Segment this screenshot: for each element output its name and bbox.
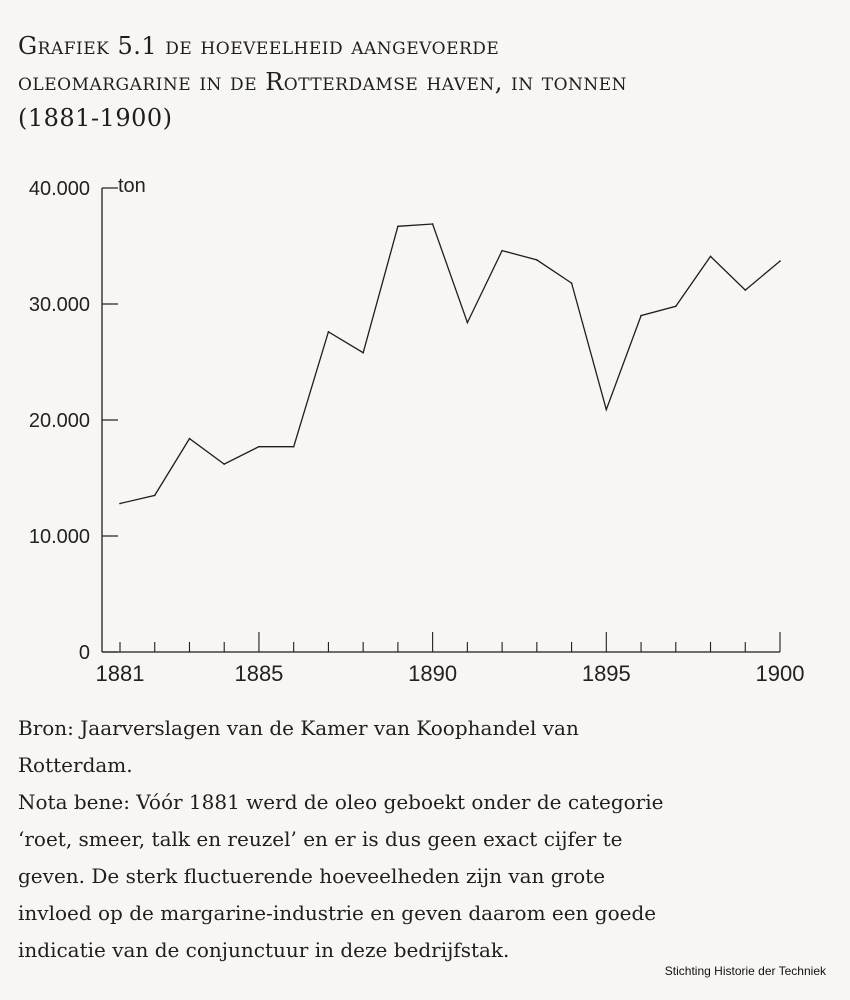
source-note: Bron: Jaarverslagen van de Kamer van Koophandel van Rotterdam. [18, 716, 579, 777]
data-point [675, 306, 677, 308]
data-point [536, 259, 538, 261]
data-point [258, 446, 260, 448]
data-point [779, 260, 781, 262]
chart-notes [18, 710, 678, 969]
data-point [362, 352, 364, 354]
y-tick-label: 20.000 [28, 410, 90, 432]
y-tick-label: 0 [78, 642, 90, 664]
data-point [154, 495, 156, 497]
y-tick-label: 40.000 [28, 178, 90, 200]
series-line [120, 224, 780, 504]
chart-axes [102, 188, 780, 652]
data-point [223, 463, 225, 465]
y-axis-unit-label: ton [118, 175, 146, 197]
data-point [571, 282, 573, 284]
data-point [119, 503, 121, 505]
x-tick-label: 1885 [234, 661, 284, 686]
y-tick-label: 10.000 [28, 526, 90, 548]
x-tick-label: 1895 [581, 661, 631, 686]
nota-bene-note: Nota bene: Vóór 1881 werd de oleo geboekt onder de categorie ‘roet, smeer, talk en reuzel’ en er is dus geen exact cijfer te geven. De sterk fluctuerende hoeveelheden zijn van grote invloed op de margarine-industrie en geven daarom een goede indicatie van de conjunctuur in deze bedrijfstak. [18, 790, 664, 962]
data-point [606, 409, 608, 411]
data-point [710, 256, 712, 258]
data-point [501, 250, 503, 252]
data-point [432, 223, 434, 225]
x-tick-label: 1890 [408, 661, 458, 686]
chart-title: Grafiek 5.1 de hoeveelheid aangevoerde oleomargarine in de Rotterdamse haven, in tonnen (1881-1900) [18, 32, 628, 132]
y-axis-ticks [29, 178, 118, 664]
data-point [397, 225, 399, 227]
data-point [640, 315, 642, 317]
x-tick-label: 1881 [95, 661, 145, 686]
credit-text: Stichting Historie der Techniek [664, 964, 826, 978]
data-point [189, 438, 191, 440]
data-point [467, 322, 469, 324]
x-tick-label: 1900 [755, 661, 805, 686]
x-axis-ticks [96, 632, 805, 686]
y-tick-label: 30.000 [28, 294, 90, 316]
data-point [744, 289, 746, 291]
line-chart [0, 160, 850, 700]
data-point [293, 446, 295, 448]
series-group [119, 223, 781, 504]
data-point [328, 331, 330, 333]
